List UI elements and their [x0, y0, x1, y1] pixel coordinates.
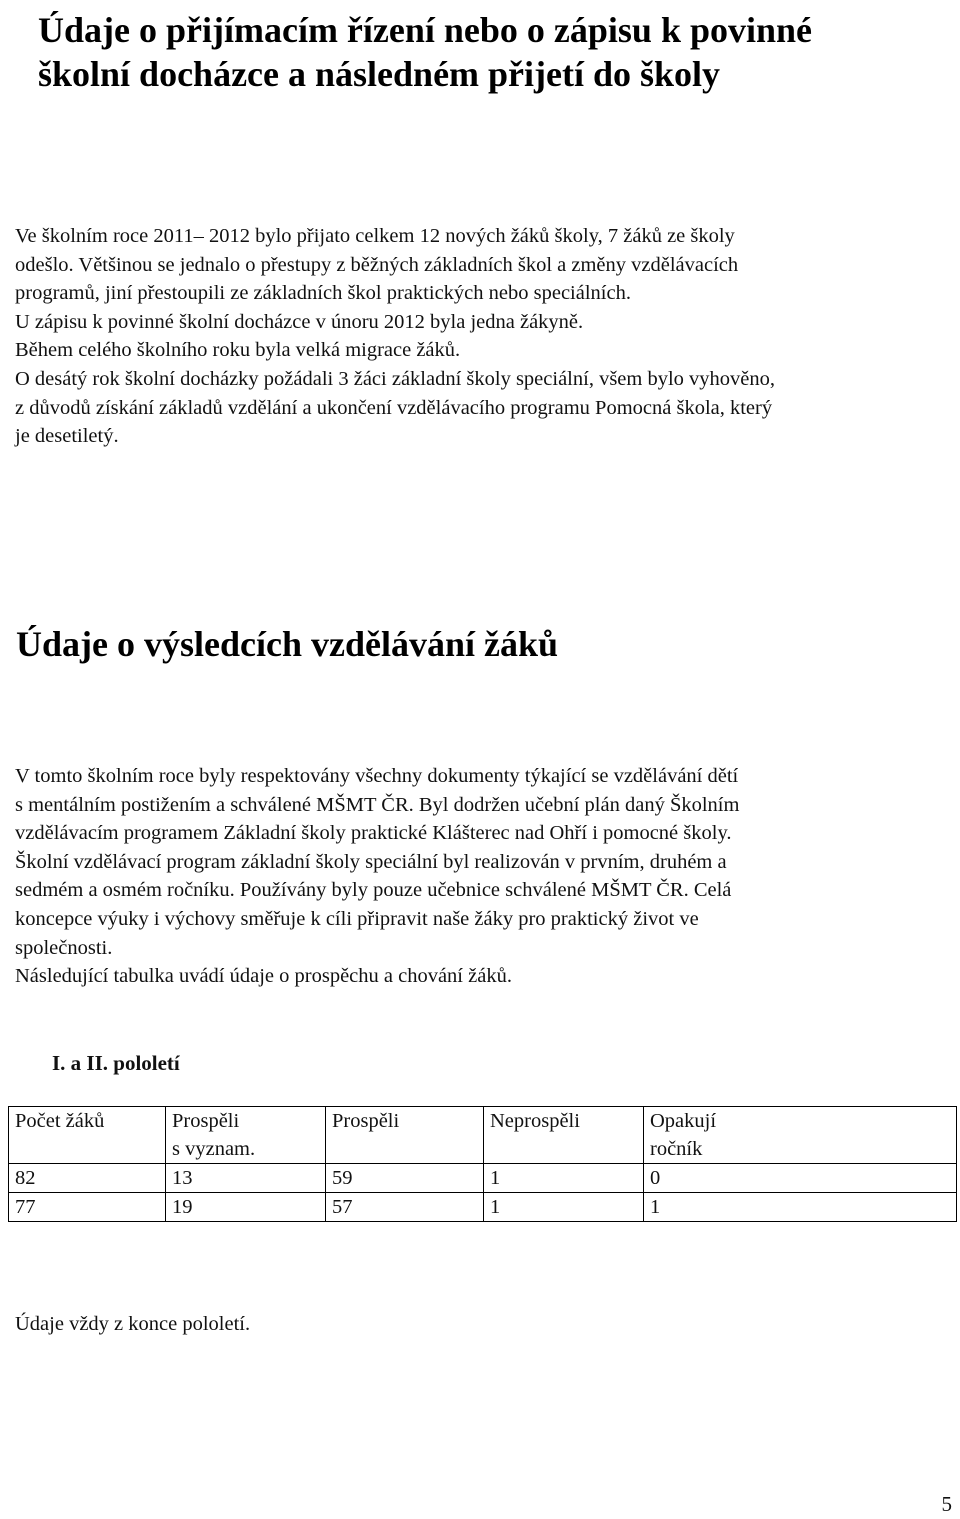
table-cell: 82: [9, 1164, 166, 1193]
text-line: programů, jiní přestoupili ze základních škol praktických nebo speciálních.: [15, 282, 631, 305]
title-line: školní docházce a následném přijetí do školy: [38, 54, 721, 94]
results-table: [8, 1106, 957, 1222]
table-cell: 1: [484, 1164, 644, 1193]
text-line: s mentálním postižením a schválené MŠMT ČR. Byl dodržen učební plán daný Školním: [15, 793, 740, 816]
table-cell: 1: [484, 1193, 644, 1222]
text-line: koncepce výuky i výchovy směřuje k cíli připravit naše žáky pro praktický život ve: [15, 907, 699, 930]
admission-paragraph: [15, 222, 950, 451]
text-line: sedmém a osmém ročníku. Používány byly pouze učebnice schválené MŠMT ČR. Celá: [15, 879, 732, 902]
text-line: Během celého školního roku byla velká migrace žáků.: [15, 339, 461, 362]
text-line: Školní vzdělávací program základní školy speciální byl realizován v prvním, druhém a: [15, 850, 727, 873]
section-title-results: Údaje o výsledcích vzdělávání žáků: [16, 624, 559, 664]
text-line: V tomto školním roce byly respektovány všechny dokumenty týkající se vzdělávání dětí: [15, 765, 739, 787]
table-note: Údaje vždy z konce pololetí.: [15, 1313, 251, 1335]
text-line: společnosti.: [15, 936, 113, 959]
table-cell: 13: [166, 1164, 326, 1193]
table-cell: 1: [644, 1193, 957, 1222]
header-cell: [326, 1107, 484, 1164]
header-label: s vyznam.: [172, 1138, 256, 1160]
header-cell: [484, 1107, 644, 1164]
table-row: [9, 1193, 957, 1222]
header-label: Počet žáků: [15, 1110, 105, 1132]
table-header-row: [9, 1107, 957, 1164]
text-line: Ve školním roce 2011– 2012 bylo přijato celkem 12 nových žáků školy, 7 žáků ze školy: [15, 225, 735, 247]
table-cell: 59: [326, 1164, 484, 1193]
header-cell: [166, 1107, 326, 1164]
text-line: vzdělávacím programem Základní školy praktické Klášterec nad Ohří i pomocné školy.: [15, 822, 732, 845]
text-line: Následující tabulka uvádí údaje o prospěchu a chování žáků.: [15, 965, 512, 988]
table-row: [9, 1164, 957, 1193]
header-label: Prospěli: [172, 1110, 240, 1132]
header-cell: [9, 1107, 166, 1164]
header-label: Prospěli: [332, 1110, 400, 1132]
text-line: O desátý rok školní docházky požádali 3 žáci základní školy speciální, všem bylo vyhověno,: [15, 367, 776, 390]
table-cell: 77: [9, 1193, 166, 1222]
header-cell: [644, 1107, 957, 1164]
title-line: Údaje o přijímacím řízení nebo o zápisu k povinné: [38, 10, 813, 50]
text-line: U zápisu k povinné školní docházce v únoru 2012 byla jedna žákyně.: [15, 310, 584, 333]
header-label: Neprospěli: [490, 1110, 580, 1132]
table-cell: 57: [326, 1193, 484, 1222]
text-line: odešlo. Většinou se jednalo o přestupy z běžných základních škol a změny vzdělávacích: [15, 253, 739, 276]
section-title-admission: [38, 8, 938, 96]
results-paragraph: [15, 762, 950, 991]
header-label: ročník: [650, 1138, 703, 1160]
table-cell: 0: [644, 1164, 957, 1193]
text-line: z důvodů získání základů vzdělání a ukončení vzdělávacího programu Pomocná škola, který: [15, 396, 773, 419]
header-label: Opakují: [650, 1110, 717, 1132]
table-cell: 19: [166, 1193, 326, 1222]
table-subheading: I. a II. pololetí: [52, 1051, 180, 1075]
text-line: je desetiletý.: [15, 425, 119, 448]
page-number: 5: [941, 1492, 952, 1516]
